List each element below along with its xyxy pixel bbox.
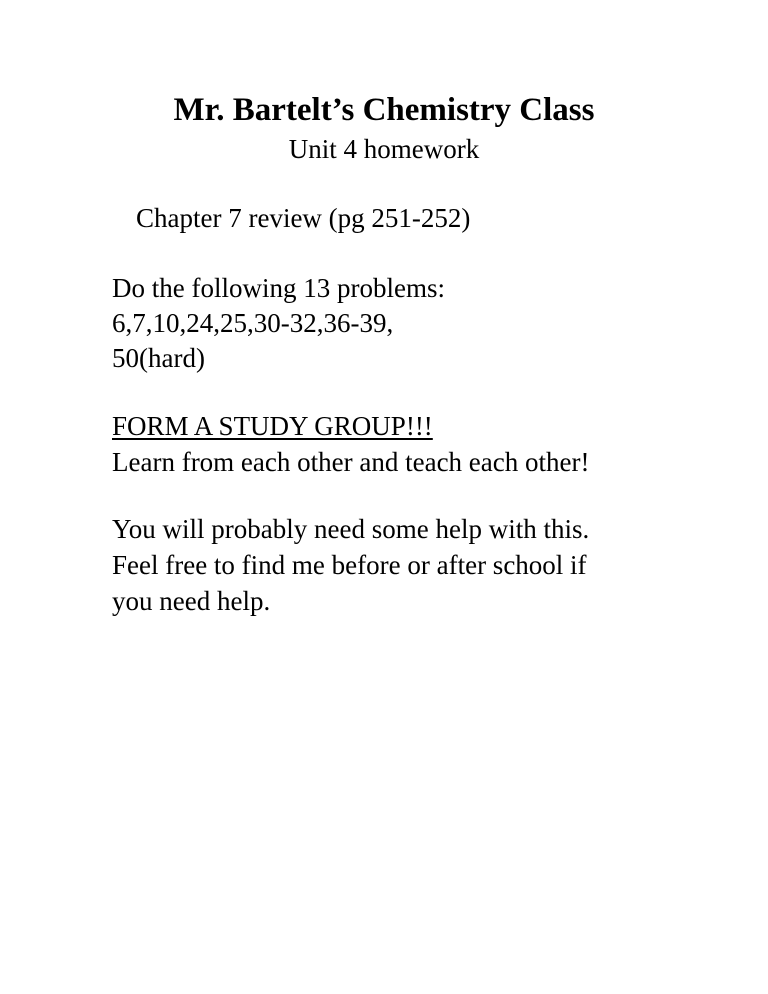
help-line-3: you need help. [112, 586, 271, 616]
study-group-heading: FORM A STUDY GROUP!!! [112, 411, 433, 441]
problems-list-line-1: 6,7,10,24,25,30-32,36-39, [112, 308, 394, 338]
page-subtitle: Unit 4 homework [288, 134, 480, 164]
study-group-text: Learn from each other and teach each other! [112, 447, 590, 477]
help-line-2: Feel free to find me before or after school if [112, 550, 587, 580]
instruction-line: Do the following 13 problems: [112, 273, 445, 303]
page-title: Mr. Bartelt’s Chemistry Class [173, 92, 595, 128]
help-line-1: You will probably need some help with this. [112, 514, 590, 544]
chapter-review-line: Chapter 7 review (pg 251-252) [136, 203, 471, 233]
problems-list-line-2: 50(hard) [112, 343, 205, 373]
